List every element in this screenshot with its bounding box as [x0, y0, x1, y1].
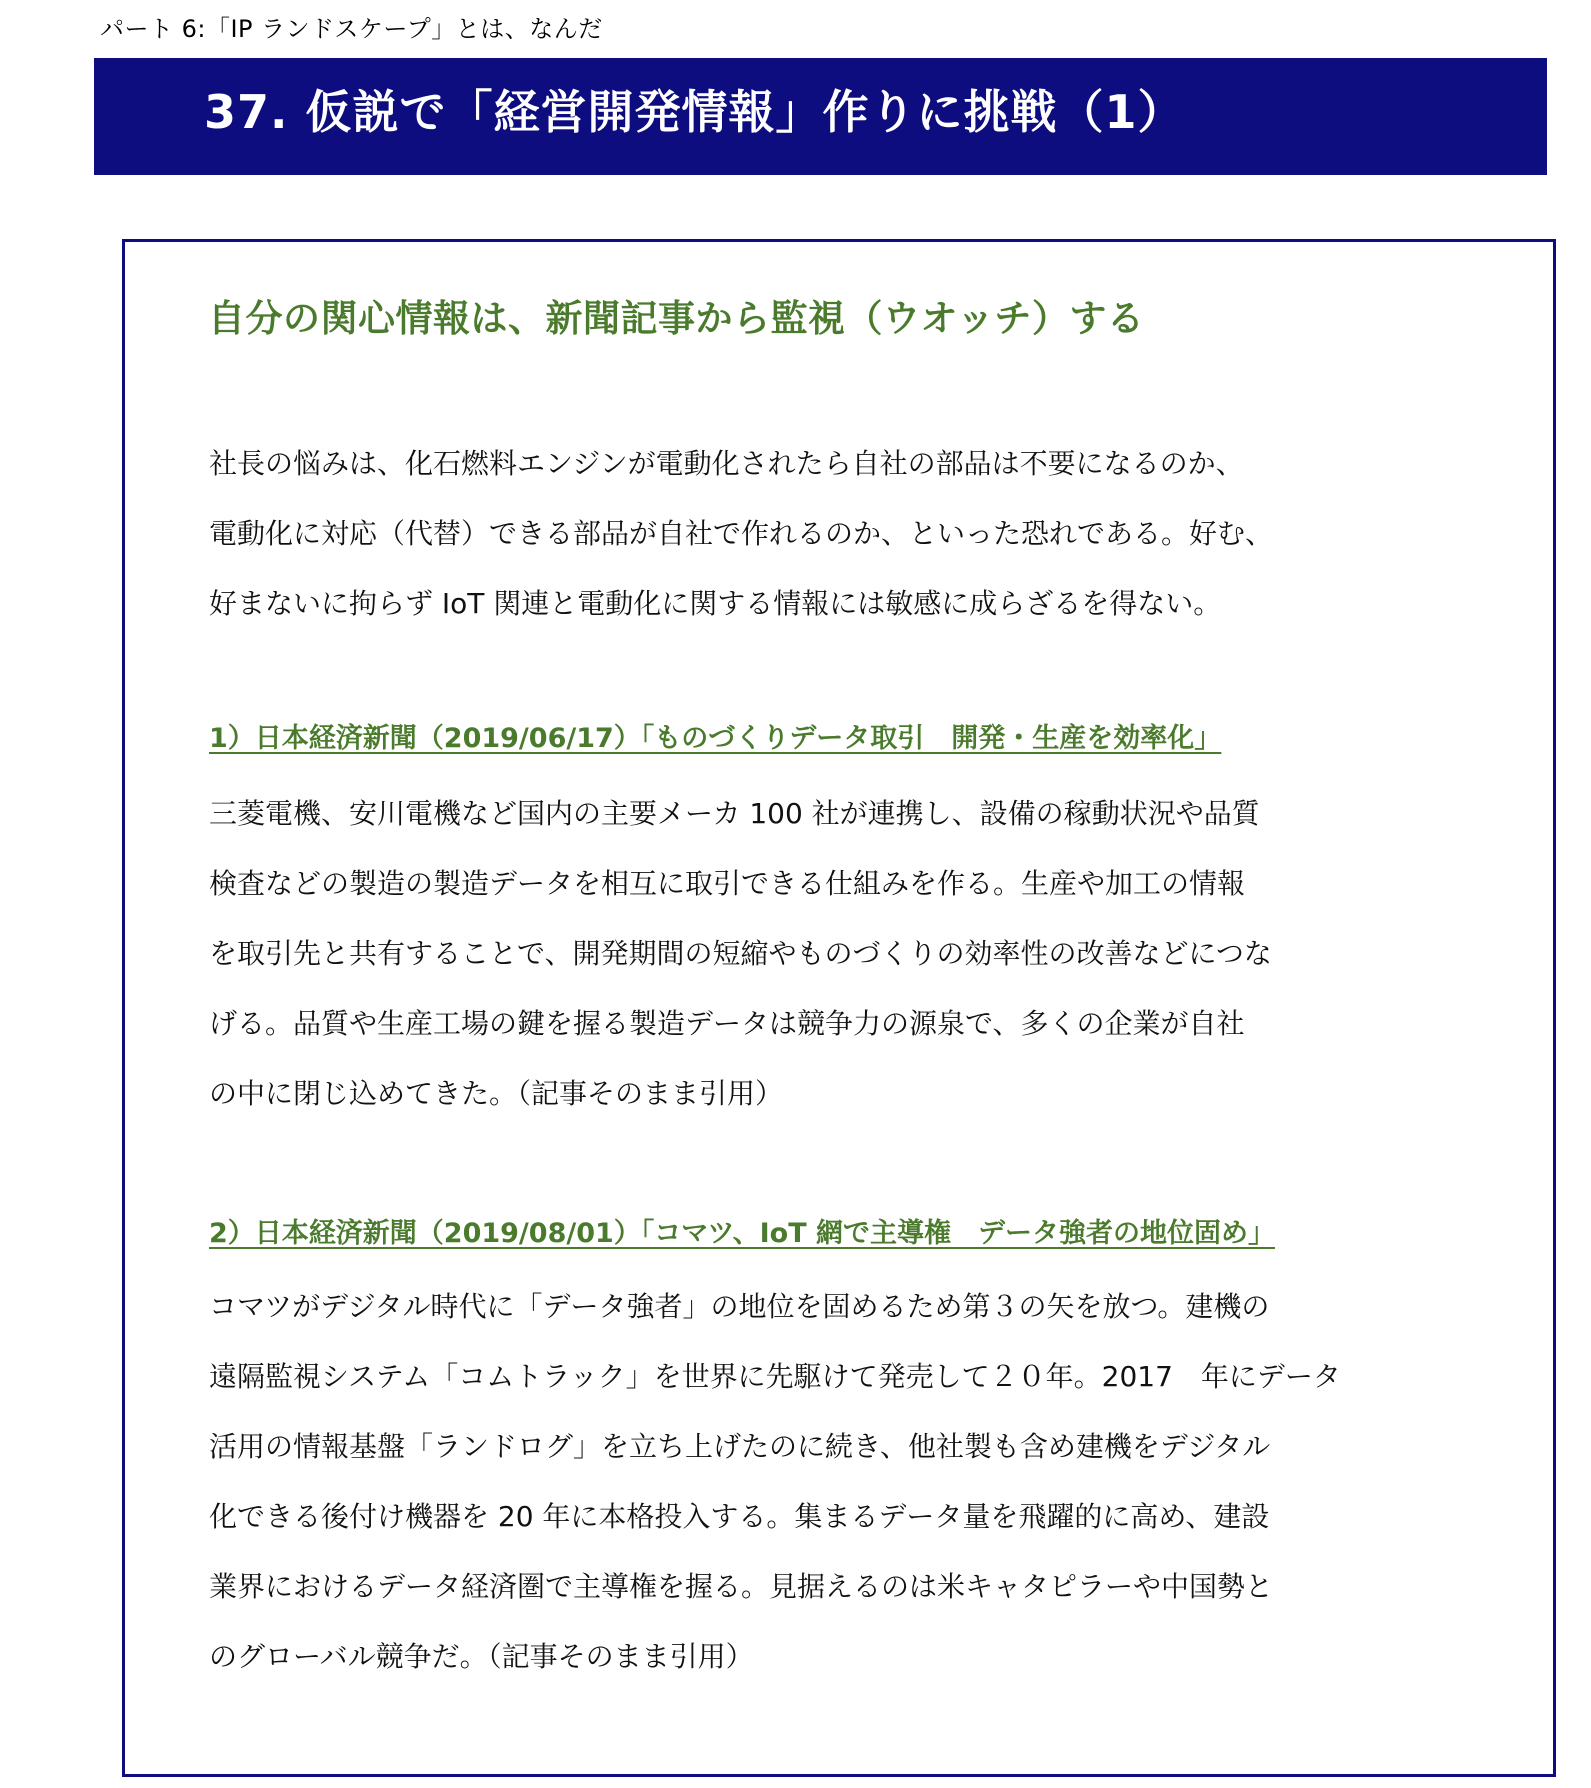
article-1-heading: 1）日本経済新聞（2019/06/17）「ものづくりデータ取引 開発・生産を効率化」 [209, 723, 1222, 754]
article-2-line: 遠隔監視システム「コムトラック」を世界に先駆けて発売して２０年。2017 年にデータ [209, 1360, 1341, 1393]
intro-line: 社長の悩みは、化石燃料エンジンが電動化されたら自社の部品は不要になるのか、 [209, 447, 1244, 480]
article-2-line: 化できる後付け機器を 20 年に本格投入する。集まるデータ量を飛躍的に高め、建設 [209, 1500, 1270, 1533]
article-2-line: 業界におけるデータ経済圏で主導権を握る。見据えるのは米キャタピラーや中国勢と [209, 1570, 1274, 1603]
article-1-line: を取引先と共有することで、開発期間の短縮やものづくりの効率性の改善などにつな [209, 937, 1272, 970]
intro-paragraph [209, 429, 1389, 639]
article-2-line: コマツがデジタル時代に「データ強者」の地位を固めるため第３の矢を放つ。建機の [209, 1290, 1270, 1323]
content-box [122, 239, 1556, 1777]
article-1-line: 検査などの製造の製造データを相互に取引できる仕組みを作る。生産や加工の情報 [209, 867, 1246, 900]
title-bar [94, 58, 1547, 172]
article-2-line: 活用の情報基盤「ランドログ」を立ち上げたのに続き、他社製も含め建機をデジタル [209, 1430, 1271, 1463]
article-1-body [209, 779, 1389, 1129]
article-2-body [209, 1272, 1389, 1692]
article-1-line: の中に閉じ込めてきた。（記事そのまま引用） [209, 1077, 784, 1110]
part-label: パート 6:「IP ランドスケープ」とは、なんだ [100, 15, 603, 43]
section-heading: 自分の関心情報は、新聞記事から監視（ウオッチ）する [208, 297, 1145, 340]
article-2-heading: 2）日本経済新聞（2019/08/01）「コマツ、IoT 網で主導権 データ強者の地位固め」 [209, 1218, 1276, 1249]
article-1-line: げる。品質や生産工場の鍵を握る製造データは競争力の源泉で、多くの企業が自社 [209, 1007, 1245, 1040]
intro-line: 電動化に対応（代替）できる部品が自社で作れるのか、といった恐れである。好む、 [209, 517, 1274, 550]
page-title: 37. 仮説で「経営開発情報」作りに挑戦（1） [204, 85, 1185, 139]
article-2-line: のグローバル競争だ。（記事そのまま引用） [209, 1640, 754, 1673]
intro-line: 好まないに拘らず IoT 関連と電動化に関する情報には敏感に成らざるを得ない。 [209, 587, 1222, 620]
article-1-line: 三菱電機、安川電機など国内の主要メーカ 100 社が連携し、設備の稼動状況や品質 [209, 797, 1260, 830]
